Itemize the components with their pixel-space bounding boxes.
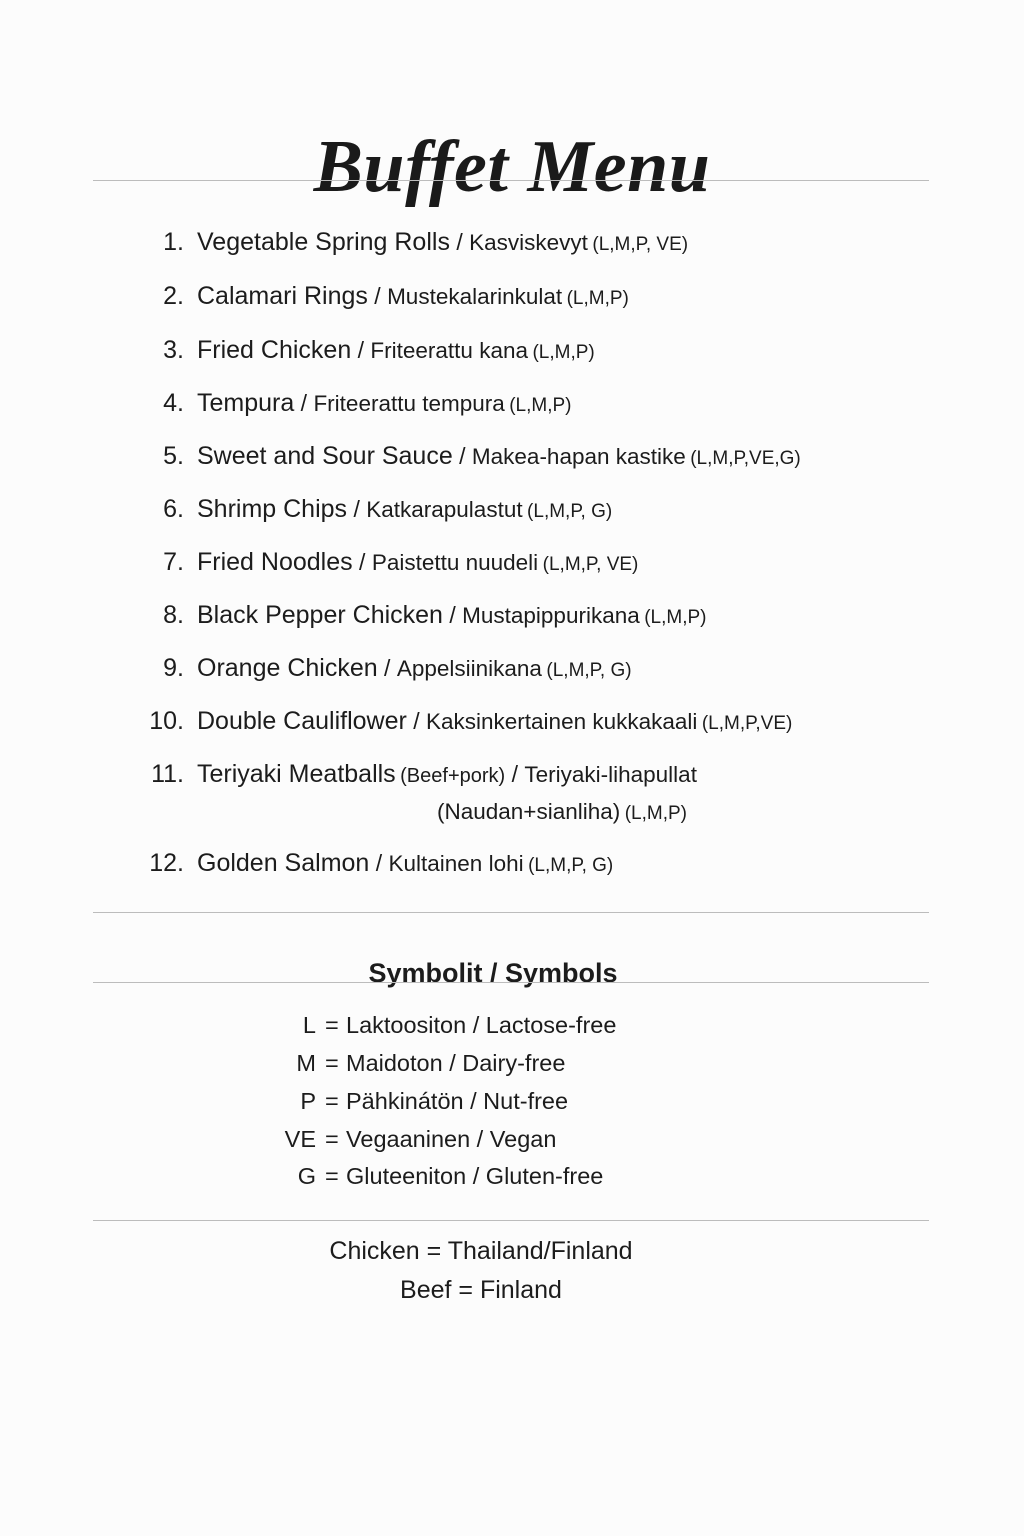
legend-description: Vegaaninen / Vegan <box>346 1126 557 1152</box>
item-diet-tags: (L,M,P) <box>532 342 595 363</box>
item-name-en: Double Cauliflower <box>197 707 407 735</box>
item-text <box>197 648 632 692</box>
item-number: 10. <box>149 707 184 735</box>
menu-item <box>0 330 1024 370</box>
origin-divider <box>93 1220 929 1221</box>
item-name-fi-note: (Naudan+sianliha) <box>437 799 621 824</box>
item-diet-tags: (L,M,P, G) <box>528 855 614 876</box>
legend-equals: = <box>325 1012 339 1038</box>
legend-code: M <box>296 1050 316 1076</box>
item-name-fi: Friteerattu kana <box>370 338 528 363</box>
item-number: 6. <box>163 495 184 523</box>
item-text <box>197 330 595 374</box>
item-name-en: Teriyaki Meatballs <box>197 760 396 788</box>
item-name-en: Orange Chicken <box>197 654 378 682</box>
legend-equals: = <box>325 1088 339 1114</box>
item-name-en: Golden Salmon <box>197 849 370 877</box>
item-diet-tags: (L,M,P, VE) <box>542 554 639 575</box>
legend-row-p <box>0 1082 1024 1120</box>
legend-row-l <box>0 1006 1024 1044</box>
item-diet-tags: (L,M,P) <box>644 607 707 628</box>
legend-row-ve <box>0 1120 1024 1158</box>
menu-item <box>0 222 1024 262</box>
item-name-fi: Kultainen lohi <box>388 851 524 876</box>
item-diet-tags: (L,M,P,VE) <box>701 713 793 734</box>
legend-description: Gluteeniton / Gluten-free <box>346 1163 604 1189</box>
item-number: 7. <box>163 548 184 576</box>
item-text-continuation <box>437 792 687 835</box>
item-number: 5. <box>163 442 184 470</box>
item-separator: / <box>452 443 472 469</box>
legend-equals: = <box>325 1163 339 1189</box>
symbols-heading: Symbolit / Symbols <box>368 958 618 989</box>
menu-item <box>0 489 1024 529</box>
item-name-en: Shrimp Chips <box>197 495 348 523</box>
item-name-en: Fried Chicken <box>197 336 352 364</box>
item-name-fi: Katkarapulastut <box>366 497 523 522</box>
legend-equals: = <box>325 1126 339 1152</box>
symbols-bottom-divider <box>93 982 929 983</box>
legend-code: L <box>302 1012 316 1038</box>
item-separator: / <box>347 496 367 522</box>
item-name-en: Sweet and Sour Sauce <box>197 442 453 470</box>
item-name-fi: Appelsiinikana <box>396 656 542 681</box>
item-separator: / <box>369 850 389 876</box>
item-text <box>197 222 688 266</box>
item-diet-tags: (L,M,P) <box>566 288 629 309</box>
item-diet-tags: (L,M,P, G) <box>527 501 613 522</box>
origin-chicken: Chicken = Thailand/Finland <box>329 1237 633 1265</box>
item-name-fi: Paistettu nuudeli <box>371 550 539 575</box>
page-title: Buffet Menu <box>313 125 711 208</box>
item-name-en: Tempura <box>197 389 295 417</box>
item-separator: / <box>351 337 371 363</box>
item-name-fi: Kasviskevyt <box>469 230 588 255</box>
item-text <box>197 542 638 586</box>
item-name-en: Vegetable Spring Rolls <box>197 228 450 256</box>
item-name-fi: Kaksinkertainen kukkakaali <box>426 709 698 734</box>
symbols-top-divider <box>93 912 929 913</box>
item-name-fi: Mustekalarinkulat <box>387 284 563 309</box>
menu-item <box>0 542 1024 582</box>
item-separator: / <box>377 655 397 681</box>
item-separator: / <box>442 602 463 628</box>
item-name-fi: Friteerattu tempura <box>313 391 505 416</box>
item-separator: / <box>294 390 314 416</box>
item-diet-tags: (L,M,P) <box>509 395 572 416</box>
item-separator: / <box>367 283 388 309</box>
origin-beef: Beef = Finland <box>400 1276 562 1304</box>
item-diet-tags: (L,M,P, VE) <box>592 234 689 255</box>
item-name-fi: Teriyaki-lihapullat <box>524 762 697 787</box>
item-separator: / <box>449 229 470 255</box>
item-text <box>197 276 629 320</box>
item-text <box>197 701 792 745</box>
title-divider <box>93 180 929 181</box>
legend-description: Laktoositon / Lactose-free <box>346 1012 617 1038</box>
item-number: 1. <box>163 228 184 256</box>
item-name-en: Calamari Rings <box>197 282 368 310</box>
item-name-en-note: (Beef+pork) <box>400 765 506 787</box>
legend-equals: = <box>325 1050 339 1076</box>
legend-description: Pähkinátön / Nut-free <box>346 1088 569 1114</box>
item-name-en: Black Pepper Chicken <box>197 601 443 629</box>
item-number: 3. <box>163 336 184 364</box>
item-number: 11. <box>151 760 184 788</box>
legend-code: P <box>300 1088 316 1114</box>
item-text <box>197 595 706 639</box>
item-name-en: Fried Noodles <box>197 548 353 576</box>
item-number: 9. <box>163 654 184 682</box>
item-number: 12. <box>149 849 184 877</box>
menu-item <box>0 754 1024 834</box>
item-number: 8. <box>163 601 184 629</box>
legend-code: G <box>297 1163 316 1189</box>
item-diet-tags: (L,M,P,VE,G) <box>690 448 801 469</box>
item-text <box>197 436 801 480</box>
item-number: 2. <box>163 282 184 310</box>
item-name-fi: Makea-hapan kastike <box>471 444 686 469</box>
menu-item <box>0 383 1024 423</box>
legend-row-g <box>0 1157 1024 1195</box>
legend-row-m <box>0 1044 1024 1082</box>
item-diet-tags: (L,M,P, G) <box>546 660 632 681</box>
item-separator: / <box>406 708 426 734</box>
meat-origin <box>0 1232 962 1310</box>
item-text <box>197 843 613 887</box>
menu-item <box>0 436 1024 476</box>
item-diet-tags: (L,M,P) <box>624 803 687 824</box>
menu-item <box>0 595 1024 635</box>
menu-item <box>0 843 1024 883</box>
menu-item <box>0 276 1024 316</box>
item-text <box>197 489 612 533</box>
item-name-fi: Mustapippurikana <box>462 603 640 628</box>
item-text <box>197 383 572 427</box>
item-separator: / <box>505 761 525 787</box>
item-separator: / <box>352 549 372 575</box>
menu-item <box>0 648 1024 688</box>
legend-code: VE <box>284 1126 316 1152</box>
legend-description: Maidoton / Dairy-free <box>346 1050 566 1076</box>
item-number: 4. <box>163 389 184 417</box>
menu-item <box>0 701 1024 741</box>
